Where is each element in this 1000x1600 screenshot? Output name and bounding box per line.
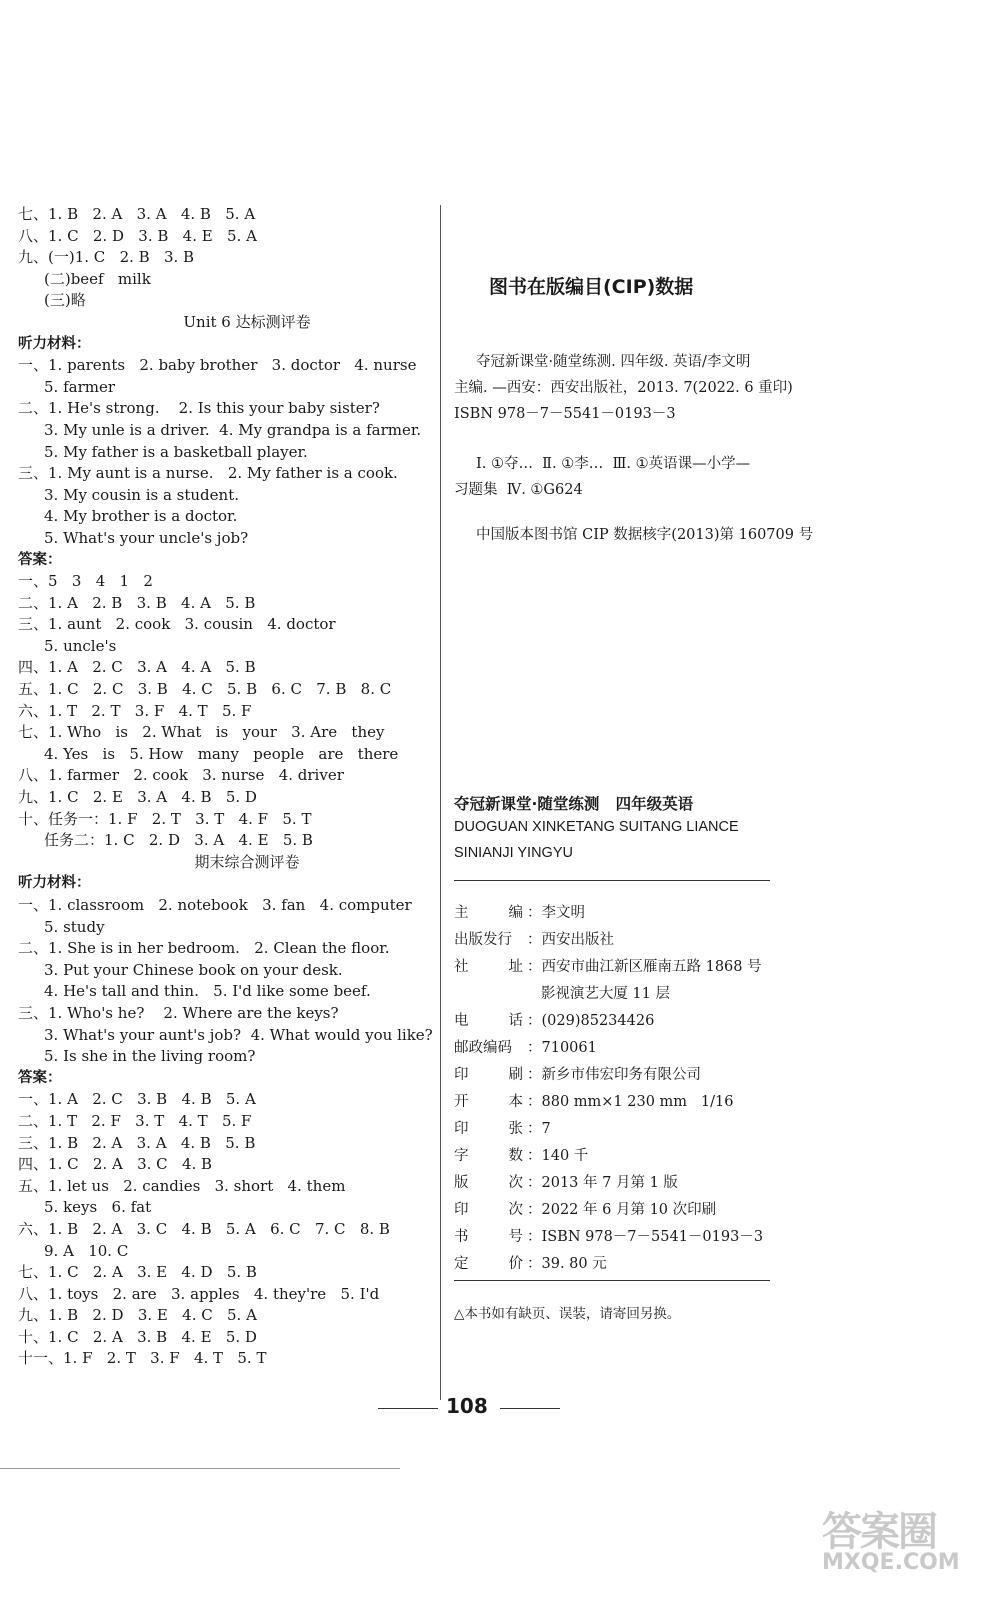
- footer-rule: [0, 1468, 400, 1469]
- publication-label-part: 印: [454, 1067, 469, 1083]
- book-title: 夺冠新课堂·随堂练测 四年级英语: [454, 795, 694, 813]
- publication-label-part: 主: [454, 905, 469, 921]
- publication-label: [454, 1062, 527, 1089]
- publication-row: [454, 900, 763, 927]
- watermark-site: MXQE.COM: [822, 1550, 960, 1575]
- publication-label-part: 价: [508, 1256, 523, 1272]
- publication-row: [454, 1008, 763, 1035]
- subsection-label: 答案：: [18, 1069, 62, 1086]
- publication-row: [454, 954, 763, 981]
- publication-label: [454, 1170, 527, 1197]
- publication-value: ：880 mm×1 230 mm 1/16: [527, 1094, 734, 1110]
- page-number-rule-left: [378, 1408, 438, 1409]
- notice-text: △本书如有缺页、误装，请寄回另换。: [454, 1306, 681, 1322]
- publication-value: ：7: [527, 1121, 551, 1137]
- cip-line-2: 主编. —西安：西安出版社，2013. 7(2022. 6 重印): [454, 380, 793, 396]
- cip-line-3: ISBN 978－7－5541－0193－3: [454, 406, 676, 422]
- publication-label-part: 印: [454, 1202, 469, 1218]
- book-pinyin-2: SINIANJI YINGYU: [454, 845, 573, 861]
- publication-row: [454, 927, 763, 954]
- publication-label-part: 本: [508, 1094, 523, 1110]
- publication-label-part: 号: [508, 1229, 523, 1245]
- cip-title: 图书在版编目(CIP)数据: [489, 276, 694, 298]
- answer-line: 一、1. classroom 2. notebook 3. fan 4. computer: [18, 896, 412, 914]
- answer-line: 5. What's your uncle's job?: [44, 528, 249, 547]
- publication-label: [454, 1197, 527, 1224]
- subsection-label: 答案：: [18, 551, 62, 568]
- publication-label: [454, 1143, 527, 1170]
- answer-line: 一、1. A 2. C 3. B 4. B 5. A: [18, 1090, 256, 1109]
- publication-value: ：(029)85234426: [527, 1013, 655, 1029]
- cip-line-4: Ⅰ. ①夺… Ⅱ. ①李… Ⅲ. ①英语课—小学—: [476, 456, 751, 472]
- watermark: [822, 1500, 972, 1590]
- publication-value: ：李文明: [527, 905, 585, 921]
- publication-label: [454, 900, 527, 927]
- answer-line: 3. Put your Chinese book on your desk.: [44, 960, 343, 979]
- answer-line: 四、1. A 2. C 3. A 4. A 5. B: [18, 658, 256, 677]
- answer-line: 5. study: [44, 917, 105, 936]
- publication-label-part: 次: [508, 1175, 523, 1191]
- column-divider: [440, 205, 441, 1400]
- answer-line: 九、1. C 2. E 3. A 4. B 5. D: [18, 788, 257, 807]
- publication-row: [454, 1224, 763, 1251]
- answer-line: 9. A 10. C: [44, 1241, 129, 1260]
- answer-line: 九、(一)1. C 2. B 3. B: [18, 248, 195, 267]
- answer-line: 5. uncle's: [44, 636, 117, 655]
- divider-bottom: [454, 1280, 770, 1281]
- answer-line: 七、1. C 2. A 3. E 4. D 5. B: [18, 1263, 257, 1282]
- publication-value: ：2022 年 6 月第 10 次印刷: [527, 1202, 717, 1218]
- answer-line: 一、1. parents 2. baby brother 3. doctor 4. nurse: [18, 356, 417, 375]
- answer-line: 四、1. C 2. A 3. C 4. B: [18, 1155, 213, 1174]
- answer-line: 七、1. Who is 2. What is your 3. Are they: [18, 723, 385, 742]
- answer-line: 二、1. T 2. F 3. T 4. T 5. F: [18, 1111, 252, 1130]
- answer-line: 5. farmer: [44, 377, 116, 396]
- page-number: 108: [446, 1394, 488, 1418]
- publication-label-part: 出版发行: [454, 932, 512, 948]
- publication-label-part: 次: [508, 1202, 523, 1218]
- publication-label: [454, 927, 527, 954]
- publication-row: [454, 1197, 763, 1224]
- publication-label-part: 刷: [508, 1067, 523, 1083]
- answer-line: 3. What's your aunt's job? 4. What would you like?: [44, 1025, 433, 1044]
- publication-row: [454, 1116, 763, 1143]
- answer-line: 十、任务一：1. F 2. T 3. T 4. F 5. T: [18, 809, 312, 828]
- publication-value: ：西安市曲江新区雁南五路 1868 号: [527, 959, 762, 975]
- publication-row: [454, 1143, 763, 1170]
- answer-line: (三)略: [44, 291, 86, 310]
- answer-line: 5. keys 6. fat: [44, 1198, 152, 1217]
- publication-row: [454, 1035, 763, 1062]
- answer-line: 五、1. C 2. C 3. B 4. C 5. B 6. C 7. B 8. C: [18, 680, 392, 699]
- publication-info: [454, 900, 763, 1278]
- answer-line: 七、1. B 2. A 3. A 4. B 5. A: [18, 205, 256, 223]
- answer-line: 三、1. Who's he? 2. Where are the keys?: [18, 1003, 339, 1022]
- cip-line-1: 夺冠新课堂·随堂练测. 四年级. 英语/李文明: [476, 354, 751, 370]
- publication-row: [454, 1089, 763, 1116]
- answer-line: (二)beef milk: [44, 269, 151, 288]
- publication-label-part: 开: [454, 1094, 469, 1110]
- publication-label-part: 址: [508, 959, 523, 975]
- book-pinyin-1: DUOGUAN XINKETANG SUITANG LIANCE: [454, 819, 739, 835]
- answer-line: 3. My cousin is a student.: [44, 485, 239, 504]
- publication-label: [454, 981, 527, 1008]
- cip-line-5: 习题集 Ⅳ. ①G624: [454, 482, 583, 498]
- publication-value: ：140 千: [527, 1148, 589, 1164]
- answer-line: 三、1. B 2. A 3. A 4. B 5. B: [18, 1133, 256, 1152]
- cip-line-6: 中国版本图书馆 CIP 数据核字(2013)第 160709 号: [476, 527, 814, 543]
- publication-label: [454, 1008, 527, 1035]
- publication-label: [454, 954, 527, 981]
- publication-row: [454, 981, 763, 1008]
- answer-line: 六、1. T 2. T 3. F 4. T 5. F: [18, 701, 252, 720]
- answer-line: 4. My brother is a doctor.: [44, 507, 238, 526]
- publication-label: [454, 1089, 527, 1116]
- answer-line: 3. My unle is a driver. 4. My grandpa is a farmer.: [44, 420, 422, 439]
- publication-row: [454, 1170, 763, 1197]
- answer-line: 十一、1. F 2. T 3. F 4. T 5. T: [18, 1349, 267, 1368]
- publication-value: 影视演艺大厦 11 层: [527, 986, 670, 1002]
- answer-line: 5. My father is a basketball player.: [44, 442, 308, 461]
- publication-row: [454, 1251, 763, 1278]
- answer-line: 八、1. toys 2. are 3. apples 4. they're 5. I'd: [18, 1284, 380, 1303]
- publication-label-part: 话: [508, 1013, 523, 1029]
- subsection-label: 听力材料：: [18, 875, 91, 892]
- publication-label-part: 社: [454, 959, 469, 975]
- answer-line: 六、1. B 2. A 3. C 4. B 5. A 6. C 7. C 8. B: [18, 1219, 390, 1238]
- answer-line: 一、5 3 4 1 2: [18, 572, 153, 591]
- publication-label-part: 张: [508, 1121, 523, 1137]
- publication-value: ：710061: [527, 1040, 597, 1056]
- answer-line: 九、1. B 2. D 3. E 4. C 5. A: [18, 1306, 257, 1325]
- section-heading: 期末综合测评卷: [194, 852, 300, 871]
- answer-line: 十、1. C 2. A 3. B 4. E 5. D: [18, 1327, 257, 1346]
- answer-line: 八、1. farmer 2. cook 3. nurse 4. driver: [18, 766, 344, 785]
- watermark-logo: 答案圈: [822, 1509, 936, 1555]
- answer-line: 4. He's tall and thin. 5. I'd like some beef.: [44, 982, 371, 1001]
- publication-value: ：39. 80 元: [527, 1256, 607, 1272]
- publication-label: [454, 1224, 527, 1251]
- answer-line: 五、1. let us 2. candies 3. short 4. them: [18, 1176, 346, 1195]
- publication-value: ：ISBN 978－7－5541－0193－3: [527, 1229, 764, 1245]
- publication-label-part: 书: [454, 1229, 469, 1245]
- publication-value: ：西安出版社: [527, 932, 614, 948]
- publication-label-part: 字: [454, 1148, 469, 1164]
- publication-label-part: 定: [454, 1256, 469, 1272]
- publication-label-part: 电: [454, 1013, 469, 1029]
- answer-line: 二、1. A 2. B 3. B 4. A 5. B: [18, 593, 256, 612]
- answer-line: 三、1. aunt 2. cook 3. cousin 4. doctor: [18, 615, 336, 634]
- publication-label: [454, 1035, 527, 1062]
- publication-label-part: 邮政编码: [454, 1040, 512, 1056]
- answer-line: 二、1. She is in her bedroom. 2. Clean the floor.: [18, 939, 390, 958]
- publication-label: [454, 1116, 527, 1143]
- answer-line: 5. Is she in the living room?: [44, 1047, 256, 1066]
- subsection-label: 听力材料：: [18, 335, 91, 352]
- answer-column: [18, 204, 436, 1370]
- publication-row: [454, 1062, 763, 1089]
- answer-line: 八、1. C 2. D 3. B 4. E 5. A: [18, 226, 257, 245]
- publication-label-part: 数: [508, 1148, 523, 1164]
- answer-line: 三、1. My aunt is a nurse. 2. My father is a cook.: [18, 464, 398, 483]
- answer-line: 二、1. He's strong. 2. Is this your baby sister?: [18, 399, 380, 418]
- answer-line: 4. Yes is 5. How many people are there: [44, 744, 399, 763]
- publication-value: ：新乡市伟宏印务有限公司: [527, 1067, 701, 1083]
- publication-label-part: 版: [454, 1175, 469, 1191]
- answer-line: 任务二：1. C 2. D 3. A 4. E 5. B: [44, 831, 313, 850]
- divider-top: [454, 880, 770, 881]
- publication-label-part: 印: [454, 1121, 469, 1137]
- publication-label: [454, 1251, 527, 1278]
- page-number-rule-right: [500, 1408, 560, 1409]
- section-heading: Unit 6 达标测评卷: [183, 312, 311, 331]
- publication-label-part: 编: [508, 905, 523, 921]
- publication-value: ：2013 年 7 月第 1 版: [527, 1175, 678, 1191]
